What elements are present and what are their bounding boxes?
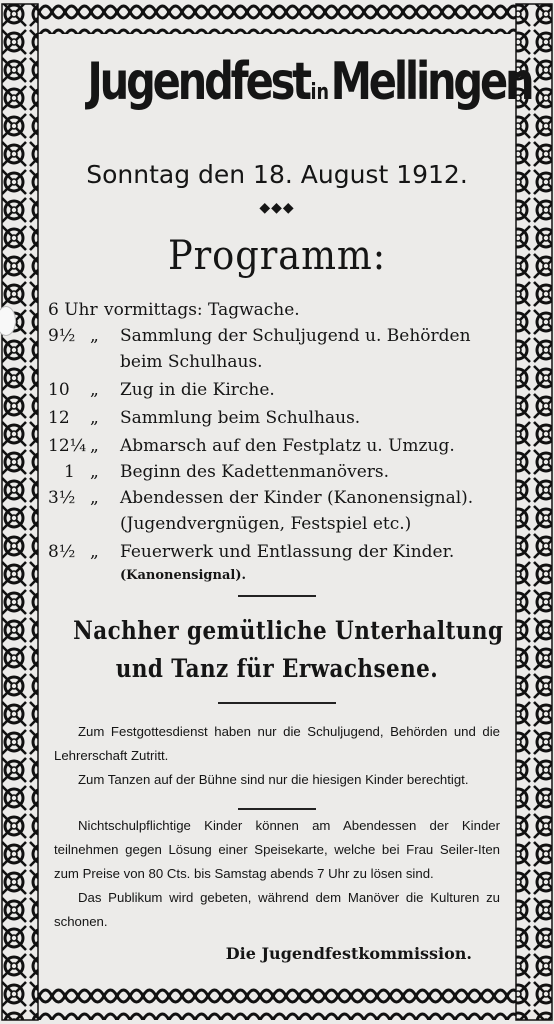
announcement-line-2: und Tanz für Erwachsene. [115, 654, 439, 683]
schedule-desc: vormittags: Tagwache. [104, 300, 300, 320]
schedule-desc: (Kanonensignal). [120, 568, 247, 583]
ditto-mark: „ [90, 462, 99, 482]
schedule-desc: (Jugendvergnügen, Festspiel etc.) [120, 514, 412, 534]
schedule-desc: Abmarsch auf den Festplatz u. Umzug. [120, 436, 455, 456]
notice-paragraph: Das Publikum wird gebeten, während dem Manöver die Kulturen zu schonen. [54, 890, 500, 929]
schedule-desc: Feuerwerk und Entlassung der Kinder. [120, 542, 455, 562]
schedule-desc: Sammlung der Schuljugend u. Behörden [120, 326, 471, 346]
schedule-time: 6 Uhr [48, 300, 98, 320]
ditto-mark: „ [90, 542, 99, 562]
signature: Die Jugendfestkommission. [225, 944, 472, 963]
title-main: Jugendfest [87, 52, 309, 112]
notice-block-1 [54, 720, 500, 792]
schedule-time: 9½ [48, 326, 76, 346]
divider-line [238, 808, 316, 810]
schedule-time: 8½ [48, 542, 76, 562]
event-date: Sonntag den 18. August 1912. [86, 160, 468, 189]
notice-paragraph: Zum Tanzen auf der Bühne sind nur die hiesigen Kinder berechtigt. [78, 772, 469, 787]
schedule-desc: Zug in die Kirche. [120, 380, 275, 400]
schedule-desc: Sammlung beim Schulhaus. [120, 408, 361, 428]
announcement-line-1: Nachher gemütliche Unterhaltung [73, 616, 504, 645]
poster-title [87, 52, 532, 112]
schedule-time: 12¼ [48, 436, 87, 456]
schedule-time: 12 [48, 408, 70, 428]
ditto-mark: „ [90, 326, 99, 346]
diamond-ornament: ◆◆◆ [259, 200, 295, 216]
divider-line [218, 702, 336, 704]
title-connector: in [310, 80, 330, 105]
schedule-desc: Beginn des Kadettenmanövers. [120, 462, 390, 482]
schedule-time: 1 [64, 462, 75, 482]
program-heading: Programm: [167, 233, 387, 279]
ditto-mark: „ [90, 436, 99, 456]
schedule-desc: beim Schulhaus. [120, 352, 263, 372]
notice-paragraph: Zum Festgottesdienst haben nur die Schuljugend, Behörden und die Lehrerschaft Zutritt. [54, 724, 500, 763]
divider-line [238, 595, 316, 597]
ditto-mark: „ [90, 380, 99, 400]
ditto-mark: „ [90, 488, 99, 508]
schedule-desc: Abendessen der Kinder (Kanonensignal). [120, 488, 474, 508]
ditto-mark: „ [90, 408, 99, 428]
schedule-time: 10 [48, 380, 70, 400]
notice-block-2 [54, 814, 500, 934]
notice-paragraph: Nichtschulpflichtige Kinder können am Abendessen der Kinder teilnehmen gegen Lösung einer Speisekarte, welche bei Frau Seiler-Iten zum Preise von 80 Cts. bis Samstag abends 7 Uhr zu lösen sind. [54, 818, 500, 881]
schedule-time: 3½ [48, 488, 76, 508]
title-place: Mellingen [330, 52, 532, 112]
